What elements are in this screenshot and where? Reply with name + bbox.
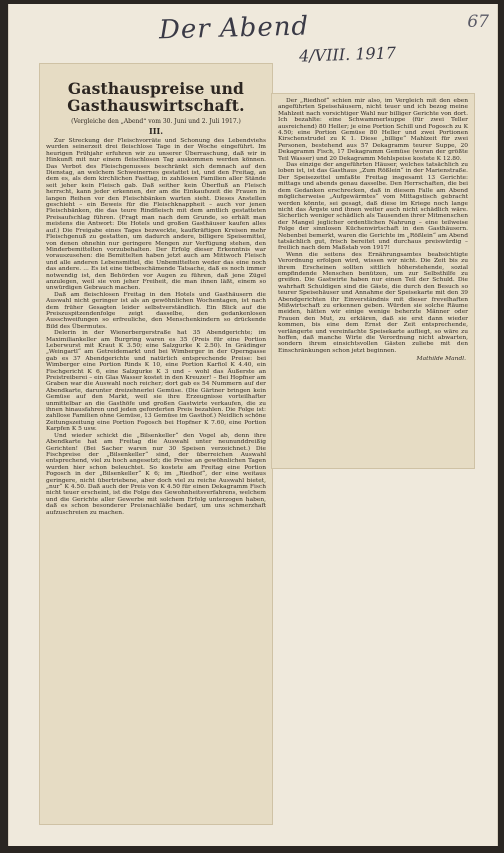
article-signature: Mathilde Mandl. xyxy=(416,356,466,363)
article-headline: Gasthauspreise und Gasthauswirtschaft. xyxy=(67,79,245,115)
clipping-right-column xyxy=(272,94,474,468)
handwritten-date: 4/VIII. 1917 xyxy=(298,43,397,66)
paragraph: Der „Riedhof“ schien mir also, im Vergleich mit den eben angeführten Speisehäusern, nicht teuer und ich bezog meine Mahlzeit nach vorsichtiger Wahl nur billiger Gerichte von dort. Ich bezahlte: eine Schwammerlsuppe (für zwei Teller ausreichend) 80 Heller; je eine Portion Schill und Fogosch zu K 4.50; eine Portion Gemüse 80 Heller und zwei Portionen Kirschenstrudel zu K 1. Diese „billige“ Mahlzeit für zwei Personen, bestehend aus 57 Dekagramm teurer Suppe, 20 Dekagramm Fisch, 17 Dekagramm Gemüse (woran der größte Teil Wasser) und 20 Dekagramm Mehlspeise kostete K 12.80. xyxy=(278,98,468,162)
handwritten-newspaper-title: Der Abend xyxy=(158,11,310,46)
article-subnote: (Vergleiche den „Abend“ vom 30. Juni und 2. Juli 1917.) xyxy=(71,118,241,125)
paragraph: Wenn die seitens des Ernährungsamtes beabsichtigte Verordnung erfolgen wird, wissen wir nicht. Die Zeit bis zu ihrem Erscheinen sollten sittlich höherstehende, sozial empfindende Menschen benützen, um zur Selbsthilfe zu greifen. Die Gastwirte haben nur einen Teil der Schuld. Die wahrhaft Schuldigen sind die Gäste, die durch den Besuch so teurer Speisehäuser und Annahme der Speisekarte mit den 39 Abendgerichten ihr Einverständnis mit dieser frevelhaften Mißwirtschaft zu erkennen geben. Würden sie solche Räume meiden, hätten wir einige wenige beherzte Männer oder Frauen den Mut, zu erklären, daß sie erst dann wieder kommen, bis eine dem Ernst der Zeit entsprechende, verlängerte und vereinfachte Speisekarte aufliegt, so wäre zu hoffen, daß manche Wirte die Verordnung nicht abwarten, sondern ihrem einsichtsvollen Gästen zuliebe mit den Einschränkungen schon jetzt beginnen. xyxy=(278,251,468,354)
paragraph: Und wieder schickt die „Bilsenkeller“ den Vogel ab, denn ihre Abendkarte hat am Freitag die Auswahl unter neununddreißig Gerichten! (Bei Sacher waren nur 30 Speisen verzeichnet.) Die Fischpreise der „Bilsenkeller“ sind, der überreichen Auswahl entsprechend, viel zu hoch angesetzt; die Preise an gewöhnlichen Tagen wurden hier schon beleuchtet. So kostete am Freitag eine Portion Fogosch in der „Bilsenkeller“ K 6; im „Riedhof“, der eine weitaus geringere, nicht übertriebene, aber doch viel zu reiche Auswahl bietet, „nur“ K 4.50. Daß auch der Preis von K 4.50 für einen Dekagramm Fisch nicht teuer erscheint, ist die Folge des Gewohnheitsverfahrens, welchem und die Gerichte aller Gewerbe mit solchem Erfolg unterzogen haben, daß es schon besonderer Preisnachläße bedarf, um uns schmerzhaft aufzuschreien zu machen. xyxy=(46,432,266,516)
paragraph: Daß am fleischlosen Freitag in den Hotels und Gasthäusern die Auswahl nicht geringer ist als an gewöhnlichen Wochentagen, ist nach dem früher Gesagten leider selbstverständlich. Ein Blick auf die Preiszuspitzendenfolge zeigt dasselbe, den gedankenlosen Ausschweifungen so erfreuliche, den Menschenkindern so drückende Bild des Übermutes. xyxy=(46,291,266,330)
article-section-number: III. xyxy=(148,126,163,136)
paragraph: Zur Streckung der Fleischvorräte und Schonung des Lebendviehs wurden seinerzeit drei fleischlose Tage in der Woche eingeführt. Im heurigen Frühjahr erfuhren wir zu unserer Überraschung, daß wir in Hinkunft mit nur einem fleischlosen Tag auskommen werden können. Das Verbot des Fleischgenusses beschränkt sich demnach auf den Dienstag, an welchem Schweinernes gestattet ist, und den Freitag, an dem es, als dem kirchlichen Fasttag, in zahllosen Familien aller Stände seit jeher kein Fleisch gab. Daß seither kein Überfluß an Fleisch herrscht, kann jeder erkennen, der am die Einkaufszeit die Frauen in langen Reihen vor den Fleischbänken warten sieht. Dieses Anstellen geschieht – ein Beweis für die Fleischknappheit – auch vor jenen Fleischbänken, die das teure Rindfleisch mit dem amtlich gestatteten Preisaufschlag führen. (Fragt man nach dem Grunde, so erhält man meistens die Antwort: Die Hotels und großen Gasthäuser kaufen alles auf.) Die Freigabe eines Tages bezweckte, kaufkräftigen Kreisen mehr Fleischgenuß zu gestatten, um dadurch andere, billigere Speisemittel, von denen ohnehin nur geringere Mengen zur Verfügung stehen, den Minderbemittelten vorzubehalten. Der Erfolg dieser Erkenntnis war vorauszusehen: die Bemittelten haben jetzt auch am Mittwoch Fleisch und alle anderen Lebensmittel, die Unbemittelten weder das eine noch das andere. ... Es ist eine tiefbeschämende Tatsache, daß es noch immer notwendig ist, den Behörden vor Augen zu führen, daß jene Zügel anzulegen, weil sie von jeher Freiheit, die man ihnen läßt, einem so unwürdigen Gebrauch machen. xyxy=(46,138,266,292)
handwritten-page-number: 67 xyxy=(467,12,489,32)
article-body-left xyxy=(46,138,266,516)
article-body-right xyxy=(278,98,468,354)
paragraph: Das einzige der angeführten Häuser, welches tatsächlich zu loben ist, ist das Gasthaus „Zum Rößlein“ in der Marienstraße. Der Speisezettel umfaßte Freitag insgesamt 13 Gerichte: mittags und abends genau dasselbe. Den Herrschaften, die bei dem Gedanken erschrecken, daß in diesem Falle am Abend möglicherweise „Aufgewärmtes“ vom Mittagstisch gebracht werden könnte, sei gesagt, daß diese im Kriege noch lange nicht das Ärgste und ihnen weiter auch nicht schädlich wäre. Sicherlich weniger schädlich als Tausenden ihrer Mitmenschen der Mangel jeglicher ordentlichen Nahrung – eine teilweise Folge der sinnlosen Küchenwirtschaft in den Gasthäusern. Nebenbei bemerkt, waren die Gerichte im „Rößlein“ am Abend tatsächlich gut, frisch bereitet und durchaus preiswürdig – freilich nach dem Maßstab von 1917! xyxy=(278,162,468,252)
paragraph: Delerin in der Wienerbergerstraße hat 35 Abendgerichte; im Maximiliankeller am Burgring waren es 35 (Preis für eine Portion Leberwurst mit Kraut K 3.50; eine Salzgurke K 2.50). In Grädinger „Weingartl“ am Getreidemarkt und bei Wimberger in der Operngasse gab es 37 Abendgerichte und natürlich entsprechende Preise: bei Wimberger eine Portion Rinds K 10, eine Portion Karfiol K 4.40, ein Fischgericht K 6, eine Salzgurke K 3 und – wohl das Äußerste an Preistreiberei – ein Glas Wasser kostet in den Kreuzer! – Bei Hopfner am Graben war die Auswahl noch reicher; dort gab es 54 Nummern auf der Abendkarte, darunter dreizehnerlei Gemüse. (Die Gärtner bringen kein Gemüse auf den Markt, weil sie ihre Erzeugnisse vorteilhafter unmittelbar an die Gasthöfe und großen Gastwirte verkaufen, die zu ihnen hinausfahren und jeden geforderten Preis bezahlen. Die Folge ist: zahllose Familien ohne Gemüse, 13 Gemüse im Gasthof.) Neidlich schöne Zeitungszeitung eine Portion Fogosch bei Hopfner K 7.60, eine Portion Karpfen K 5 usw. xyxy=(46,330,266,433)
clipping-left-column xyxy=(40,64,272,824)
